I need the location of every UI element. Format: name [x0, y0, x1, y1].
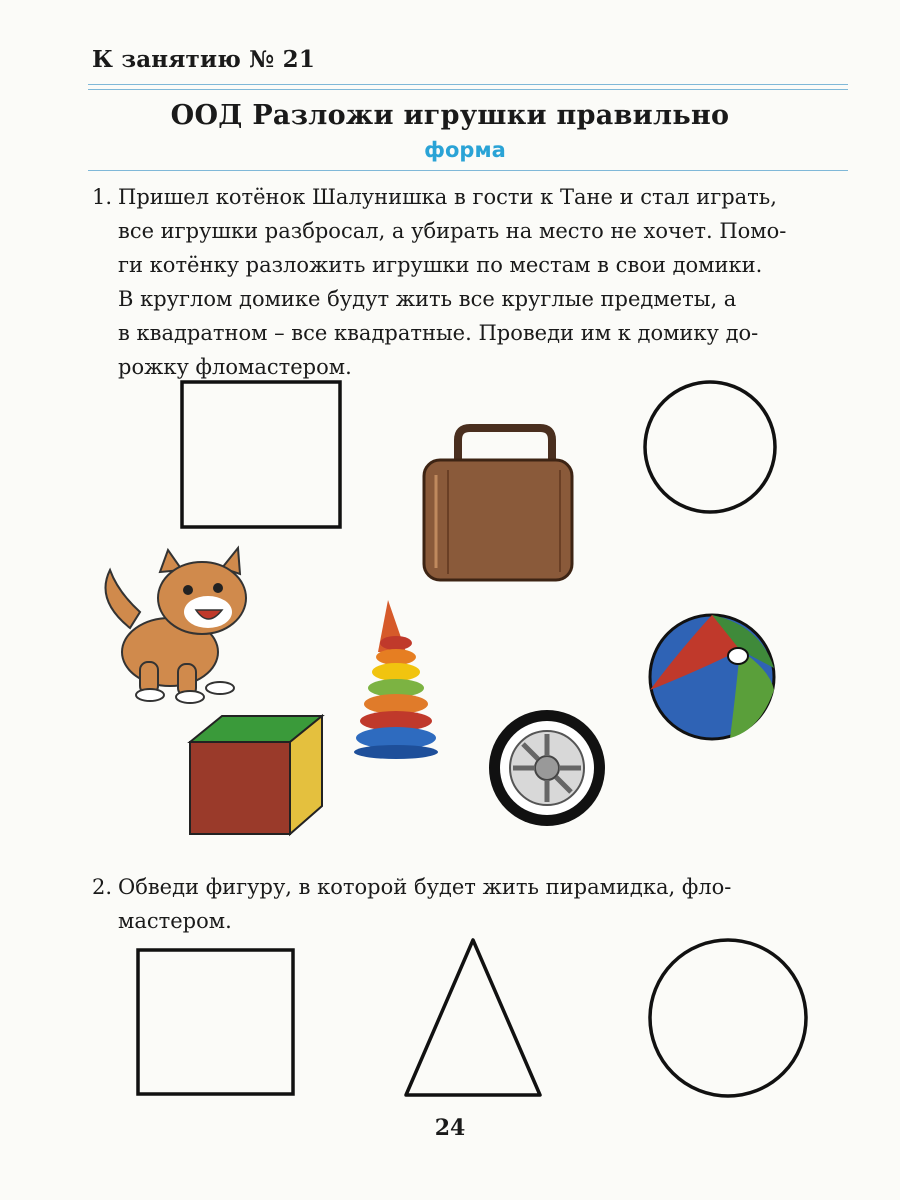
circle-house-icon[interactable] [645, 382, 775, 512]
task-1-line: ги котёнку разложить игрушки по местам в свои домики. [118, 253, 763, 277]
task-1-line: рожку фломастером. [118, 355, 352, 379]
square-shape-icon[interactable] [138, 950, 293, 1094]
task-1-number: 1. [92, 185, 113, 209]
task-2-line: Обведи фигуру, в которой будет жить пирамидка, фло- [118, 875, 732, 899]
task-1-line: в квадратном – все квадратные. Проведи им к домику до- [118, 321, 759, 345]
task-1-line: Пришел котёнок Шалунишка в гости к Тане и стал играть, [118, 185, 777, 209]
triangle-shape-icon[interactable] [406, 940, 540, 1095]
lesson-label: К занятию № 21 [92, 46, 316, 73]
wheel-icon[interactable] [489, 710, 605, 826]
pyramid-toy-icon[interactable] [354, 600, 438, 759]
cube-icon[interactable] [190, 716, 322, 834]
task-2-line: мастером. [118, 909, 232, 933]
task-1-line: все игрушки разбросал, а убирать на место не хочет. Помо- [118, 219, 787, 243]
ball-icon[interactable] [650, 615, 774, 739]
task-1-line: В круглом домике будут жить все круглые предметы, а [118, 287, 737, 311]
page-number: 24 [434, 1115, 466, 1141]
kitten-icon [106, 548, 247, 703]
circle-shape-icon[interactable] [650, 940, 806, 1096]
square-house-icon[interactable] [182, 382, 340, 527]
page-title: ООД Разложи игрушки правильно [170, 100, 730, 131]
task-2-number: 2. [92, 875, 113, 899]
bag-icon[interactable] [424, 428, 572, 580]
page-subtitle: форма [424, 138, 506, 162]
